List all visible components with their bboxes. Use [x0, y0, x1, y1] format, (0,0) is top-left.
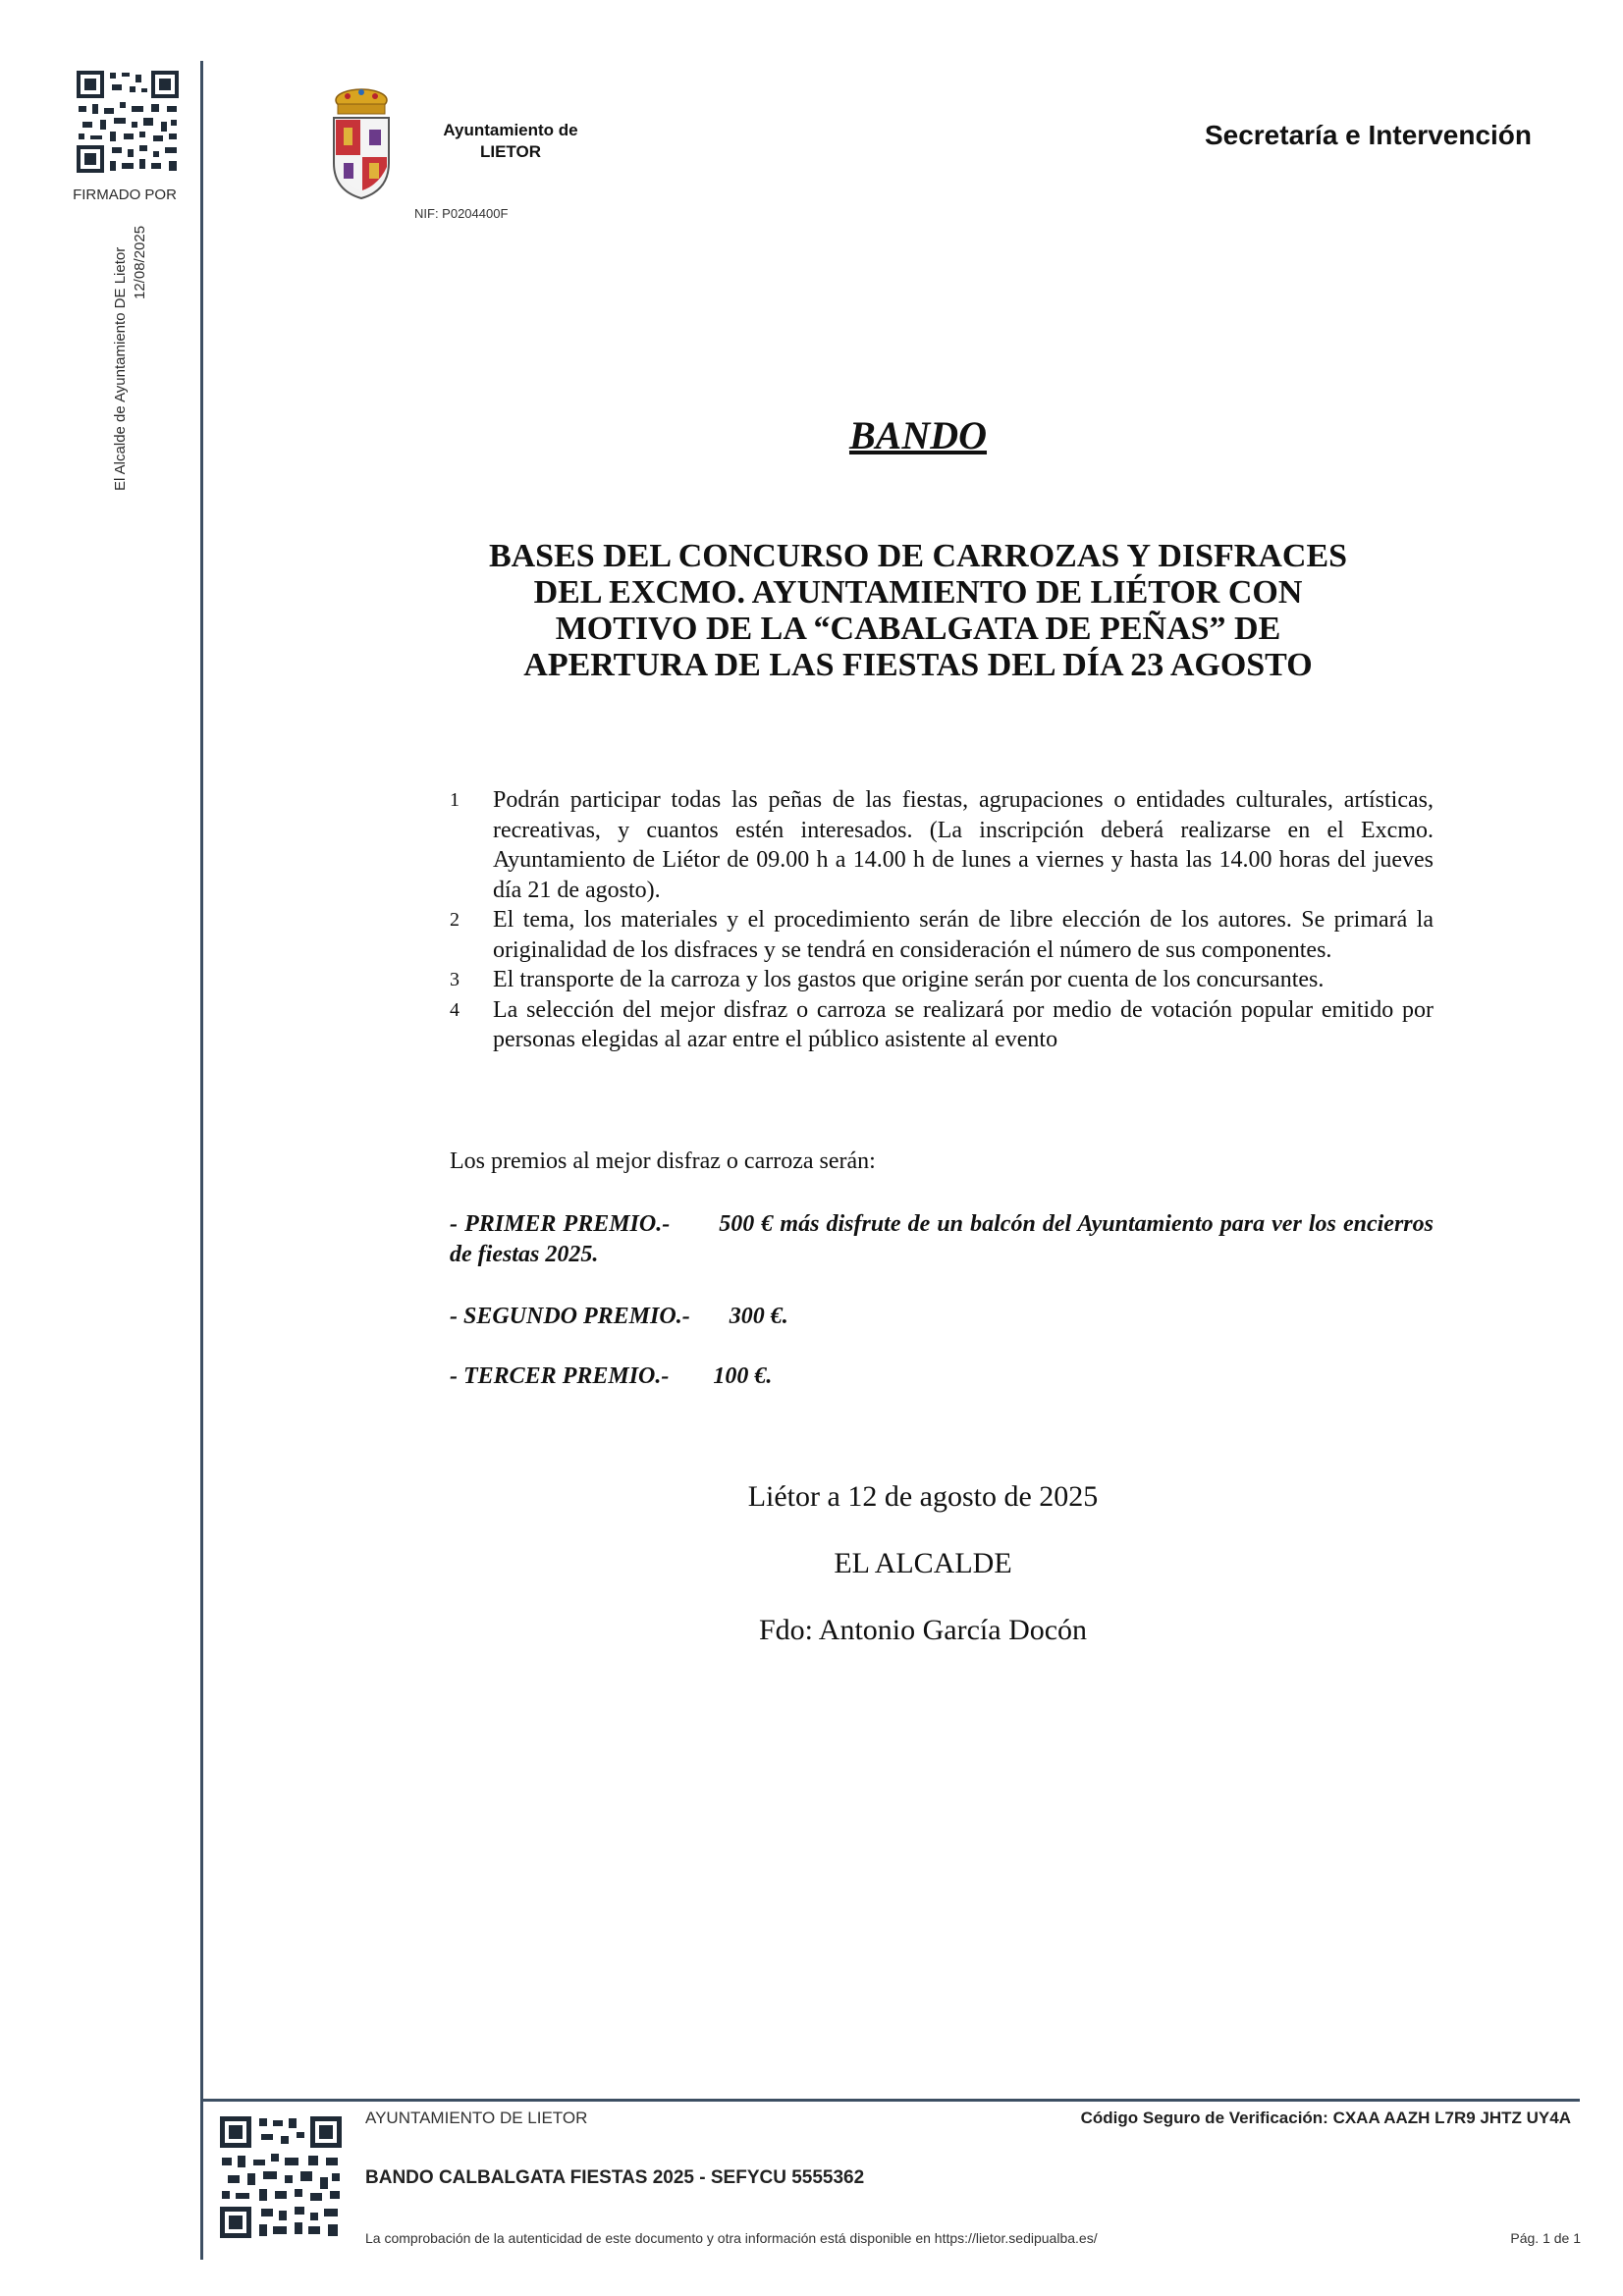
rules-list: [450, 785, 1434, 1055]
list-item-text: El tema, los materiales y el procedimiento serán de libre elección de los autores. Se primará la originalidad de los disfraces y se tendrá en consideración el número de sus componentes.: [493, 907, 1434, 963]
signature-date: 12/08/2025: [132, 225, 148, 299]
prize-label: - PRIMER PREMIO.-: [450, 1211, 671, 1237]
footer-document-title: BANDO CALBALGATA FIESTAS 2025 - SEFYCU 5555362: [365, 2167, 865, 2188]
prize-third: [450, 1362, 1434, 1392]
ayuntamiento-line2: LIETOR: [479, 142, 542, 161]
title-line: BASES DEL CONCURSO DE CARROZAS Y DISFRACES: [488, 538, 1348, 574]
list-item-text: La selección del mejor disfraz o carroza se realizará por medio de votación popular emitido por personas elegidas al azar entre el público asistente al evento: [493, 996, 1434, 1052]
list-item-number: 2: [450, 909, 460, 931]
ayuntamiento-line1: Ayuntamiento de: [443, 121, 578, 139]
prize-amount: 300 €.: [729, 1304, 788, 1329]
document-heading: BANDO: [848, 413, 988, 457]
title-line: MOTIVO DE LA “CABALGATA DE PEÑAS” DE: [555, 611, 1281, 647]
page-number: Pág. 1 de 1: [1510, 2230, 1581, 2246]
list-item-number: 1: [450, 789, 460, 811]
prize-first: [450, 1209, 1434, 1270]
footer-organization: AYUNTAMIENTO DE LIETOR: [365, 2109, 588, 2127]
coat-of-arms-icon: [326, 84, 397, 202]
title-line: DEL EXCMO. AYUNTAMIENTO DE LIÉTOR CON: [533, 574, 1303, 611]
prize-second: [450, 1302, 1434, 1332]
left-divider: [200, 61, 203, 2260]
signature-line: Fdo: Antonio García Docón: [758, 1614, 1088, 1646]
list-item: [450, 965, 1434, 995]
place-date: Liétor a 12 de agosto de 2025: [747, 1480, 1099, 1513]
list-item-text: Podrán participar todas las peñas de las fiestas, agrupaciones o entidades culturales, artísticas, recreativas, y cuantos estén interesados. (La inscripción deberá realizarse en el Excmo. Ayuntamiento de Liétor de 09.00 h a 14.00 h de lunes a viernes y hasta las 14.00 horas del jueves día 21 de agosto).: [493, 787, 1434, 903]
list-item: [450, 905, 1434, 965]
authenticity-note: La comprobación de la autenticidad de este documento y otra información está disponible en https://lietor.sedipualba.es/: [365, 2230, 1098, 2246]
ayuntamiento-heading: [412, 120, 609, 163]
prize-label: - SEGUNDO PREMIO.-: [450, 1304, 690, 1329]
document-title: [393, 538, 1443, 683]
nif-label: NIF: P0204400F: [414, 206, 509, 221]
footer-divider: [200, 2099, 1580, 2102]
title-line: APERTURA DE LAS FIESTAS DEL DÍA 23 AGOSTO: [523, 647, 1313, 683]
qr-code-top: [75, 69, 181, 175]
prize-amount: 500 € más disfrute de un balcón del Ayuntamiento para ver los encierros de fiestas 2025.: [450, 1211, 1434, 1267]
list-item-number: 4: [450, 998, 460, 1021]
prize-amount: 100 €.: [713, 1363, 773, 1389]
signer-name: El Alcalde de Ayuntamiento DE Lietor: [112, 246, 129, 491]
list-item: [450, 995, 1434, 1055]
department-title: Secretaría e Intervención: [1204, 120, 1532, 150]
prizes-intro: Los premios al mejor disfraz o carroza serán:: [450, 1148, 876, 1174]
prize-label: - TERCER PREMIO.-: [450, 1363, 670, 1389]
firmado-por-label: FIRMADO POR: [73, 187, 177, 203]
qr-code-footer: [218, 2114, 344, 2240]
list-item-text: El transporte de la carroza y los gastos que origine serán por cuenta de los concursantes.: [493, 967, 1325, 992]
list-item: [450, 785, 1434, 905]
signer-role: EL ALCALDE: [834, 1547, 1012, 1579]
verification-code: Código Seguro de Verificación: CXAA AAZH L7R9 JHTZ UY4A: [1080, 2109, 1571, 2127]
list-item-number: 3: [450, 969, 460, 990]
